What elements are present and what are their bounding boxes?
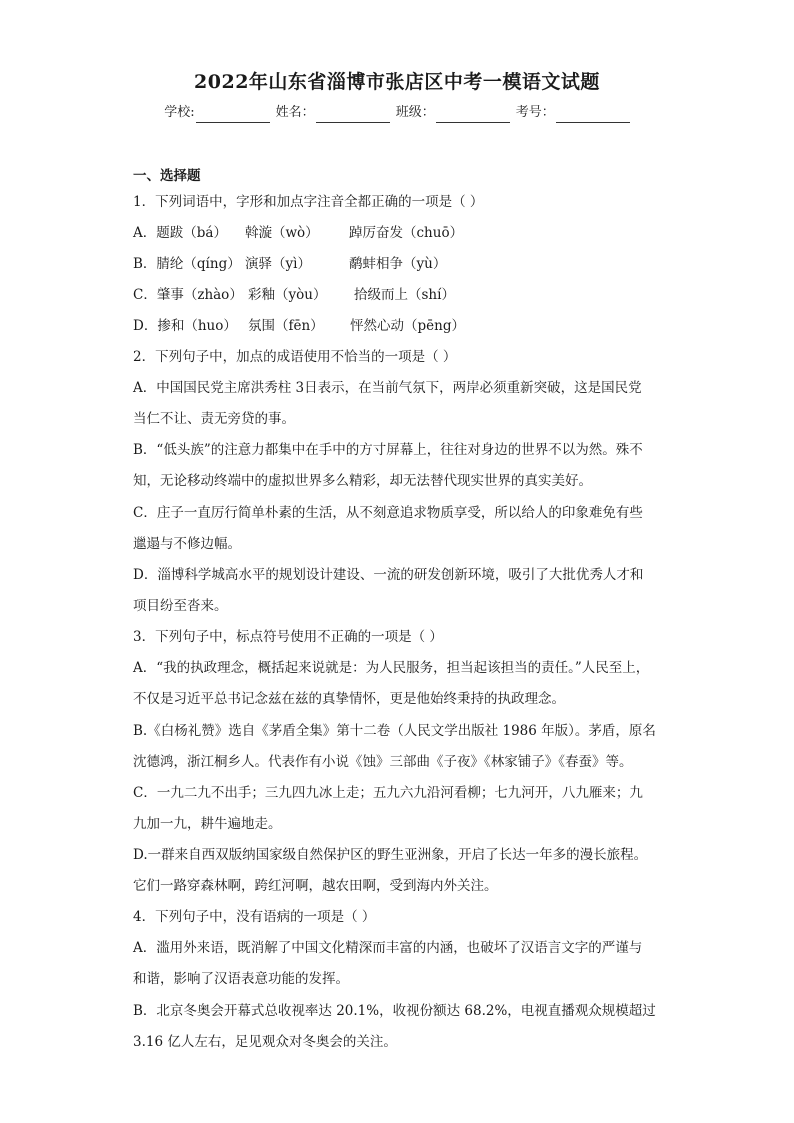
name-blank[interactable] xyxy=(316,107,390,123)
q2-d-line1: D．淄博科学城高水平的规划设计建设、一流的研发创新环境，吸引了大批优秀人才和 xyxy=(133,567,644,583)
section-heading: 一、选择题 xyxy=(133,168,201,184)
class-label: 班级： xyxy=(395,105,435,120)
q3-c-line1: C．一九二九不出手；三九四九冰上走；五九六九沿河看柳；七九河开，八九雁来；九 xyxy=(133,785,643,801)
class-field xyxy=(396,103,510,123)
school-blank[interactable] xyxy=(196,107,270,123)
q4-stem: 4．下列句子中，没有语病的一项是（ ） xyxy=(133,909,376,925)
q3-a-line1: A．“我的执政理念，概括起来说就是：为人民服务，担当起该担当的责任。”人民至上， xyxy=(133,660,650,676)
q1-option-a xyxy=(133,223,463,243)
q3-c-line2: 九加一九，耕牛遍地走。 xyxy=(133,816,282,832)
q1-c-1: C．肇事（zhào） xyxy=(133,287,243,303)
exam-number-blank[interactable] xyxy=(556,107,630,123)
exam-number-label: 考号： xyxy=(515,105,555,120)
q3-d-line2: 它们一路穿森林啊，跨红河啊，越农田啊，受到海内外关注。 xyxy=(133,878,498,894)
q2-c-line2: 邋遢与不修边幅。 xyxy=(133,536,241,552)
q4-a-line2: 和谐，影响了汉语表意功能的发挥。 xyxy=(133,971,349,987)
q1-d-1: D．掺和（huo） xyxy=(133,318,237,334)
q4-a-line1: A．滥用外来语，既消解了中国文化精深而丰富的内涵，也破坏了汉语言文字的严谨与 xyxy=(133,940,643,956)
q3-b-line2: 沈德鸿，浙江桐乡人。代表作有小说《蚀》三部曲《子夜》《林家铺子》《春蚕》等。 xyxy=(133,754,633,770)
q4-b-line2: 3.16 亿人左右，足见观众对冬奥会的关注。 xyxy=(133,1034,397,1050)
exam-number-field xyxy=(516,103,630,123)
q1-stem: 1．下列词语中，字形和加点字注音全都正确的一项是（ ） xyxy=(133,194,484,210)
q2-c-line1: C．庄子一直厉行简单朴素的生活，从不刻意追求物质享受，所以给人的印象难免有些 xyxy=(133,505,643,521)
q2-a-line2: 当仁不让、责无旁贷的事。 xyxy=(133,411,295,427)
q2-stem: 2．下列句子中，加点的成语使用不恰当的一项是（ ） xyxy=(133,349,457,365)
q2-d-line2: 项目纷至沓来。 xyxy=(133,598,228,614)
q3-a-line2: 不仅是习近平总书记念兹在兹的真挚情怀，更是他始终秉持的执政理念。 xyxy=(133,691,565,707)
q1-option-b xyxy=(133,254,446,274)
school-label: 学校: xyxy=(164,105,195,120)
q1-option-c xyxy=(133,285,455,305)
q1-b-1: B．腈纶（qíng） xyxy=(133,256,241,272)
q1-d-2: 氛围（fēn） xyxy=(248,318,324,334)
student-info-row xyxy=(0,103,794,123)
q2-a-line1: A．中国国民党主席洪秀柱 3日表示，在当前气氛下，两岸必须重新突破，这是国民党 xyxy=(133,380,642,396)
q1-d-3: 怦然心动（pēng） xyxy=(350,318,465,334)
q1-a-3: 踔厉奋发（chuō） xyxy=(349,225,464,241)
name-field xyxy=(276,103,390,123)
q1-c-3: 拾级而上（shí） xyxy=(354,287,455,303)
q1-b-2: 演驿（yì） xyxy=(245,256,311,272)
name-label: 姓名： xyxy=(275,105,315,120)
q1-c-2: 彩釉（yòu） xyxy=(248,287,327,303)
q3-stem: 3．下列句子中，标点符号使用不正确的一项是（ ） xyxy=(133,629,443,645)
exam-title: 2022年山东省淄博市张店区中考一模语文试题 xyxy=(194,71,600,93)
q3-b-line1: B.《白杨礼赞》选自《茅盾全集》第十二卷（人民文学出版社 1986 年版）。茅盾，原名 xyxy=(133,723,656,739)
class-blank[interactable] xyxy=(436,107,510,123)
q2-b-line1: B．“低头族”的注意力都集中在手中的方寸屏幕上，往往对身边的世界不以为然。殊不 xyxy=(133,442,643,458)
q4-b-line1: B．北京冬奥会开幕式总收视率达 20.1%，收视份额达 68.2%，电视直播观众规模超过 xyxy=(133,1003,656,1019)
q1-b-3: 鹬蚌相争（yù） xyxy=(349,256,447,272)
q2-b-line2: 知，无论移动终端中的虚拟世界多么精彩，却无法替代现实世界的真实美好。 xyxy=(133,473,592,489)
school-field xyxy=(164,103,269,123)
q3-d-line1: D.一群来自西双版纳国家级自然保护区的野生亚洲象，开启了长达一年多的漫长旅程。 xyxy=(133,847,648,863)
q1-a-2: 斡漩（wò） xyxy=(245,225,319,241)
q1-a-1: A．题跋（bá） xyxy=(133,225,227,241)
q1-option-d xyxy=(133,316,465,336)
